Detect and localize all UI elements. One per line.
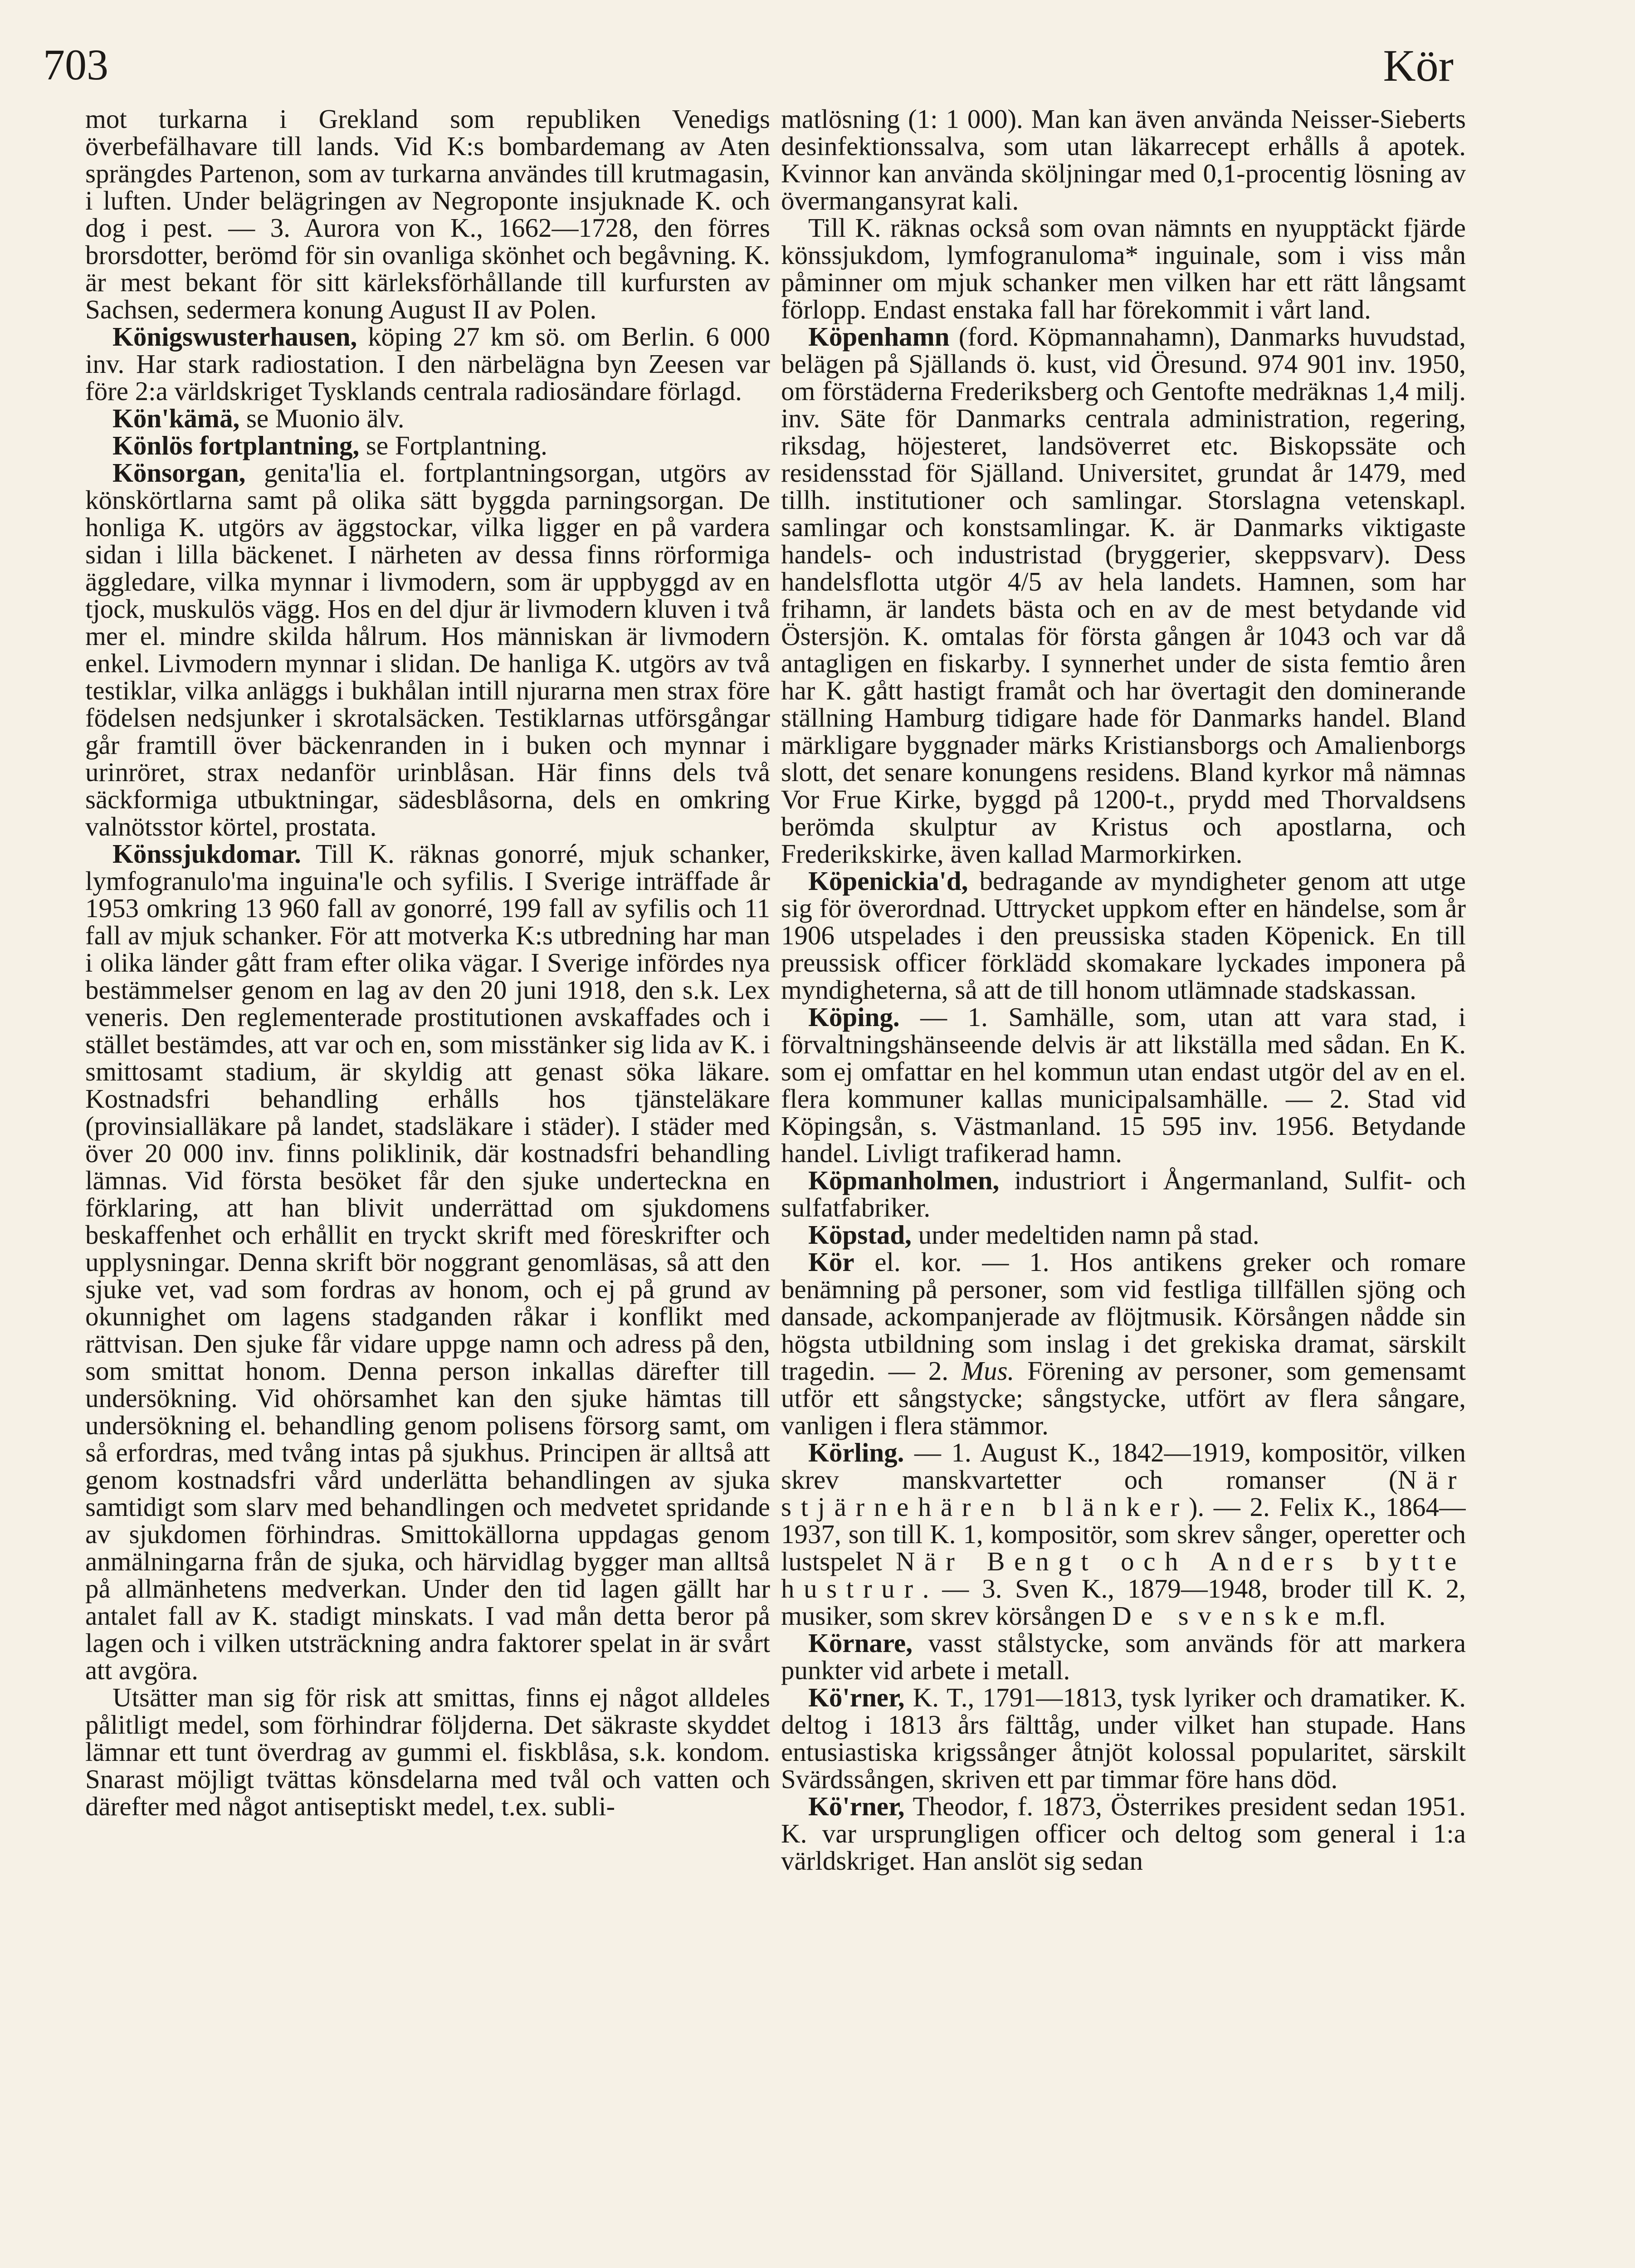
work-title: När Bengt och Anders bytte hustrur: [781, 1546, 1466, 1603]
entry-text: bedragande av myndigheter genom att utge sig för överordnad. Uttrycket uppkom efter en händelse, som år 1906 utspelades i den preussiska staden Köpenick. En till preussisk officer förklädd skomakare lyckades imponera på myndigheterna, så att de till honom utlämnade stadskassan.: [781, 866, 1466, 1005]
entry-headword: Kör: [808, 1247, 854, 1277]
page-number: 703: [43, 40, 108, 89]
entry-koping: [781, 1003, 1466, 1167]
entry-headword: Körnare,: [808, 1628, 913, 1658]
abbreviation: Mus.: [961, 1356, 1015, 1386]
entry-headword: Köpstad,: [808, 1220, 912, 1250]
paragraph: matlösning (1: 1 000). Man kan även använda Neisser-Sieberts desinfektionssalva, som utan läkarrecept erhålls å apotek. Kvinnor kan använda sköljningar med 0,1-procentig lösning av övermangansyrat kali.: [781, 105, 1466, 215]
left-column: [85, 105, 770, 2268]
entry-konkama: [85, 405, 770, 432]
entry-kornare: [781, 1629, 1466, 1684]
entry-headword: Könsorgan,: [112, 458, 246, 488]
entry-text: genita'lia el. fortplantningsorgan, utgörs av könskörtlarna samt på olika sätt byggda parningsorgan. De honliga K. utgörs av äggstockar, vilka ligger en på vardera sidan i lilla bäckenet. I närheten av dessa finns rörformiga äggledare, vilka mynnar i livmodern, som är uppbyggd av en tjock, muskulös vägg. Hos en del djur är livmodern kluven i två mer el. mindre skilda hålrum. Hos människan är livmodern enkel. Livmodern mynnar i slidan. De hanliga K. utgörs av två testiklar, vilka anläggs i bukhålan intill njurarna men strax före födelsen nedsjunker i skrotalsäcken. Testiklarnas utförsgångar går framtill över bäckenranden in i buken och mynnar i urinröret, strax nedanför urinblåsan. Här finns dels två säckformiga utbuktningar, sädesblåsorna, dels en omkring valnötsstor körtel, prostata.: [85, 458, 770, 841]
right-column: [781, 105, 1466, 2268]
entry-headword: Königswusterhausen,: [112, 322, 357, 352]
entry-text: K. T., 1791—1813, tysk lyriker och dramatiker. K. deltog i 1813 års fälttåg, under vilket han stupade. Hans entusiastiska krigssånger åtnjöt kolossal popularitet, särskilt Svärdssången, skriven ett par timmar före hans död.: [781, 1682, 1466, 1794]
entry-kopstad: [781, 1221, 1466, 1248]
entry-headword: Kö'rner,: [808, 1791, 905, 1821]
entry-kopmanholmen: [781, 1167, 1466, 1221]
entry-konlos-fortplantning: [85, 432, 770, 459]
entry-text: industriort i Ångermanland, Sulfit- och sulfatfabriker.: [781, 1165, 1466, 1222]
entry-text: — 1. Samhälle, som, utan att vara stad, i förvaltningshänseende delvis är att likställa med sådan. En K. som ej omfattar en hel kommun utan endast utgör del av en el. flera kommuner kallas municipalsamhälle. — 2. Stad vid Köpingsån, s. Västmanland. 15 595 inv. 1956. Betydande handel. Livligt trafikerad hamn.: [781, 1002, 1466, 1168]
entry-text: Förening av personer, som gemensamt utför ett sångstycke; sångstycke, utfört av flera sångare, vanligen i flera stämmor.: [781, 1356, 1466, 1440]
entry-text: . — 3. Sven K., 1879—1948, broder till K. 2, musiker, som skrev körsången: [781, 1574, 1466, 1631]
entry-text: ). — 2. Felix K., 1864—1937, son till K. 1, kompositör, som skrev sånger, operetter och lustspelet: [781, 1492, 1466, 1576]
entry-headword: Köpenhamn: [808, 322, 950, 352]
entry-text: — 1. August K., 1842—1919, kompositör, vilken skrev manskvartetter och romanser (: [781, 1437, 1466, 1495]
entry-headword: Könlös fortplantning,: [112, 430, 360, 460]
entry-text: Till K. räknas gonorré, mjuk schanker, lymfogranulo'ma inguina'le och syfilis. I Sverige inträffade år 1953 omkring 13 960 fall av gonorré, 199 fall av syfilis och 11 fall av mjuk schanker. För att motverka K:s utbredning har man i olika länder gått fram efter olika vägar. I Sverige infördes nya bestämmelser genom en lag av den 20 juni 1918, den s.k. Lex veneris. Den reglementerade prostitutionen avskaffades och i stället bestämdes, att var och en, som misstänker sig lida av K. i smittosamt stadium, är skyldig att genast söka läkare. Kostnadsfri behandling erhålls hos tjänsteläkare (provinsialläkare på landet, stadsläkare i städer). I städer med över 20 000 inv. finns poliklinik, där kostnadsfri behandling lämnas. Vid första besöket får den sjuke underteckna en förklaring, att han blivit underrättad om sjukdomens beskaffenhet och erhållit en tryckt skrift med föreskrifter och upplysningar. Denna skrift bör noggrant genomläsas, så att den sjuke vet, vad som fordras av honom, och ej på grund av okunnighet om lagens stadganden råkar i konflikt med rättvisan. Den sjuke får vidare uppge namn och adress på den, som smittat honom. Denna person inkallas därefter till undersökning. Vid ohörsamhet kan den sjuke hämtas till undersökning el. behandling genom polisens försorg samt, om så erfordras, med tvång intas på sjukhus. Principen är alltså att genom kostnadsfri vård underlätta behandlingen av sjuka samtidigt som slarv med behandlingen och medvetet spridande av sjukdomen förhindras. Smittokällorna uppdagas genom anmälningarna från de sjuka, och härvidlag bygger man alltså på allmänhetens medverkan. Under den tid lagen gällt har antalet fall av K. stadigt minskats. I vad mån detta beror på lagen och i vilken utsträckning andra faktorer spelat in är svårt att avgöra.: [85, 839, 770, 1685]
entry-korner-theodor: [781, 1793, 1466, 1874]
entry-text: (ford. Köpmannahamn), Danmarks huvudstad, belägen på Själlands ö. kust, vid Öresund. 974 901 inv. 1950, om förstäderna Frederiksberg och Gentofte medräknas 1,4 milj. inv. Säte för Danmarks centrala administration, regering, riksdag, höjesteret, landsöverret etc. Biskopssäte och residensstad för Själland. Universitet, grundat år 1479, med tillh. institutioner och samlingar. Storslagna vetenskapl. samlingar och konstsamlingar. K. är Danmarks viktigaste handels- och industristad (bryggerier, skeppsvarv). Dess handelsflotta utgör 4/5 av hela landets. Hamnen, som har frihamn, är landets bästa och en av de mest betydande vid Östersjön. K. omtalas för första gången år 1043 och var då antagligen en fiskarby. I synnerhet under de sista femtio åren har K. gått hastigt framåt och har övertagit den dominerande ställning Hamburg tidigare hade för Danmarks handel. Bland märkligare byggnader märks Kristiansborgs och Amalienborgs slott, det senare konungens residens. Bland kyrkor må nämnas Vor Frue Kirke, byggd på 1200-t., prydd med Thorvaldsens berömda skulptur av Kristus och apostlarna, och Frederikskirke, även kallad Marmorkirken.: [781, 322, 1466, 869]
entry-text: el. kor. — 1. Hos antikens greker och romare benämning på personer, som vid festliga tillfällen sjöng och dansade, ackompanjerade av flöjtmusik. Körsången nådde sin högsta utbildning som inslag i det grekiska dramat, särskilt tragedin. — 2.: [781, 1247, 1466, 1386]
paragraph: Utsätter man sig för risk att smittas, finns ej något alldeles pålitligt medel, som förhindrar följderna. Det säkraste skyddet lämnar ett tunt överdrag av gummi el. fiskblåsa, s.k. kondom. Snarast möjligt tvättas könsdelarna med tvål och vatten och därefter med något antiseptiskt medel, t.ex. subli-: [85, 1682, 770, 1821]
entry-konsorgan: [85, 459, 770, 840]
running-head: Kör: [1383, 40, 1454, 91]
entry-headword: Kön'kämä,: [112, 403, 240, 433]
paragraph: Till K. räknas också som ovan nämnts en nyupptäckt fjärde könssjukdom, lymfogranuloma* inguinale, som i viss mån påminner om mjuk schanker men vilken har ett rätt långsamt förlopp. Endast enstaka fall har förekommit i vårt land.: [781, 213, 1466, 324]
entry-text: vasst stålstycke, som används för att markera punkter vid arbete i metall.: [781, 1628, 1466, 1685]
entry-headword: Köping.: [808, 1002, 900, 1032]
entry-text: se Fortplantning.: [359, 430, 547, 460]
entry-text: m.fl.: [1328, 1601, 1386, 1631]
entry-konssjukdomar: [85, 840, 770, 1684]
entry-kor: [781, 1248, 1466, 1439]
entry-headword: Kö'rner,: [808, 1682, 905, 1712]
work-title: När stjärnehären blänker: [781, 1465, 1466, 1522]
paragraph: mot turkarna i Grekland som republiken Venedigs överbefälhavare till lands. Vid K:s bombardemang av Aten sprängdes Partenon, som av turkarna användes till krutmagasin, i luften. Under belägringen av Negroponte insjuknade K. och dog i pest. — 3. Aurora von K., 1662—1728, den förres brorsdotter, berömd för sin ovanliga skönhet och begåvning. K. är mest bekant för sitt kärleksförhållande till kurfursten av Sachsen, sedermera konung August II av Polen.: [85, 105, 770, 324]
entry-headword: Könssjukdomar.: [112, 839, 301, 869]
entry-text: under medeltiden namn på stad.: [911, 1220, 1259, 1250]
entry-konigswusterhausen: [85, 323, 770, 405]
entry-text: se Muonio älv.: [239, 403, 405, 433]
entry-text: köping 27 km sö. om Berlin. 6 000 inv. Har stark radiostation. I den närbelägna byn Zeesen var före 2:a världskriget Tysklands centrala radiosändare förlagd.: [85, 322, 770, 406]
entry-headword: Köpenickia'd,: [808, 866, 968, 896]
entry-text: Theodor, f. 1873, Österrikes president sedan 1951. K. var ursprungligen officer och deltog som general i 1:a världskriget. Han anslöt sig sedan: [781, 1791, 1466, 1876]
work-title: De svenske: [1112, 1601, 1328, 1631]
entry-headword: Körling.: [808, 1437, 904, 1467]
entry-korling: [781, 1439, 1466, 1629]
entry-korner-kt: [781, 1684, 1466, 1793]
entry-headword: Köpmanholmen,: [808, 1165, 1000, 1195]
entry-kopenickiad: [781, 867, 1466, 1003]
entry-kopenhamn: [781, 323, 1466, 867]
